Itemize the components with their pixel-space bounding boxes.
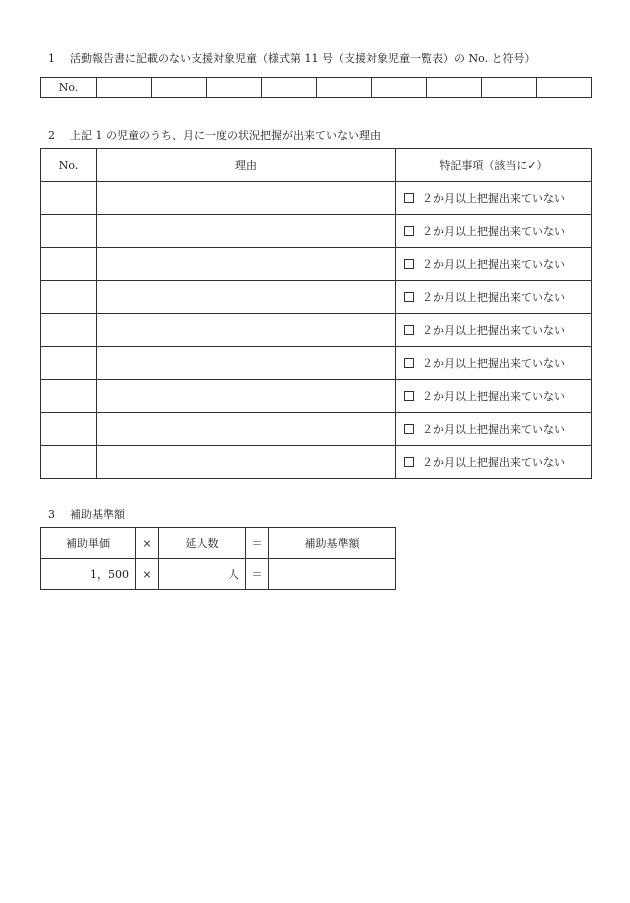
row-note-cell <box>396 413 592 446</box>
row-reason-cell[interactable] <box>97 182 396 215</box>
checkbox[interactable] <box>404 292 414 302</box>
checkmark-icon: ✓ <box>527 159 537 172</box>
row-reason-cell[interactable] <box>97 281 396 314</box>
row-reason-cell[interactable] <box>97 347 396 380</box>
notes-header-label: 特記事項（該当に <box>439 159 528 172</box>
row-note-cell <box>396 347 592 380</box>
section3-heading <box>48 506 125 522</box>
base-amount-input[interactable] <box>269 559 396 590</box>
table-row <box>41 446 592 479</box>
child-no-cell[interactable] <box>317 78 372 98</box>
unit-price-value: 1，500 <box>41 559 136 590</box>
checkbox[interactable] <box>404 358 414 368</box>
section2-title: 上記 1 の児童のうち、月に一度の状況把握が出来ていない理由 <box>70 129 381 142</box>
section2-table <box>40 148 592 479</box>
section1-table <box>40 77 592 98</box>
section3-table <box>40 527 396 590</box>
row-reason-cell[interactable] <box>97 248 396 281</box>
table-row <box>41 380 592 413</box>
equals-symbol: ＝ <box>246 528 269 559</box>
section1-heading <box>48 50 536 66</box>
child-no-cell[interactable] <box>97 78 152 98</box>
row-note-cell <box>396 281 592 314</box>
unit-price-header: 補助単価 <box>41 528 136 559</box>
row-reason-cell[interactable] <box>97 446 396 479</box>
notes-header <box>396 149 592 182</box>
row-note-cell <box>396 446 592 479</box>
row-reason-cell[interactable] <box>97 314 396 347</box>
section1-title: 活動報告書に記載のない支援対象児童（様式第 11 号（支援対象児童一覧表）の No. と符号） <box>70 52 536 65</box>
row-no-cell[interactable] <box>41 248 97 281</box>
no-header: No. <box>41 149 97 182</box>
table-row <box>41 215 592 248</box>
table-header-row <box>41 149 592 182</box>
row-reason-cell[interactable] <box>97 413 396 446</box>
table-row <box>41 347 592 380</box>
checkbox[interactable] <box>404 226 414 236</box>
note-label: ２か月以上把握出来ていない <box>422 390 565 403</box>
row-reason-cell[interactable] <box>97 380 396 413</box>
note-label: ２か月以上把握出来ていない <box>422 357 565 370</box>
row-no-cell[interactable] <box>41 413 97 446</box>
checkbox[interactable] <box>404 424 414 434</box>
table-row <box>41 559 396 590</box>
child-no-cell[interactable] <box>262 78 317 98</box>
note-label: ２か月以上把握出来ていない <box>422 291 565 304</box>
equals-symbol: ＝ <box>246 559 269 590</box>
section1-number: 1 <box>48 52 55 65</box>
reason-header: 理由 <box>97 149 396 182</box>
row-no-cell[interactable] <box>41 314 97 347</box>
section2-heading <box>48 127 381 143</box>
row-note-cell <box>396 215 592 248</box>
row-no-cell[interactable] <box>41 182 97 215</box>
table-row <box>41 413 592 446</box>
section3-title: 補助基準額 <box>70 508 125 521</box>
row-note-cell <box>396 248 592 281</box>
child-no-cell[interactable] <box>427 78 482 98</box>
table-row <box>41 314 592 347</box>
multiply-symbol: × <box>136 528 159 559</box>
row-no-cell[interactable] <box>41 347 97 380</box>
row-no-cell[interactable] <box>41 215 97 248</box>
base-amount-header: 補助基準額 <box>269 528 396 559</box>
child-no-cell[interactable] <box>152 78 207 98</box>
note-label: ２か月以上把握出来ていない <box>422 192 565 205</box>
note-label: ２か月以上把握出来ていない <box>422 423 565 436</box>
section3-number: 3 <box>48 508 55 521</box>
persons-header: 延人数 <box>159 528 246 559</box>
multiply-symbol: × <box>136 559 159 590</box>
no-label-cell: No. <box>41 78 97 98</box>
child-no-cell[interactable] <box>372 78 427 98</box>
note-label: ２か月以上把握出来ていない <box>422 324 565 337</box>
table-row <box>41 281 592 314</box>
row-reason-cell[interactable] <box>97 215 396 248</box>
row-note-cell <box>396 182 592 215</box>
checkbox[interactable] <box>404 457 414 467</box>
section2-number: 2 <box>48 129 55 142</box>
note-label: ２か月以上把握出来ていない <box>422 456 565 469</box>
notes-header-close: ） <box>536 159 548 172</box>
row-note-cell <box>396 380 592 413</box>
checkbox[interactable] <box>404 391 414 401</box>
checkbox[interactable] <box>404 259 414 269</box>
persons-input[interactable]: 人 <box>159 559 246 590</box>
checkbox[interactable] <box>404 325 414 335</box>
row-note-cell <box>396 314 592 347</box>
row-no-cell[interactable] <box>41 281 97 314</box>
checkbox[interactable] <box>404 193 414 203</box>
row-no-cell[interactable] <box>41 446 97 479</box>
table-row <box>41 248 592 281</box>
note-label: ２か月以上把握出来ていない <box>422 225 565 238</box>
table-row <box>41 182 592 215</box>
child-no-cell[interactable] <box>207 78 262 98</box>
child-no-cell[interactable] <box>482 78 537 98</box>
row-no-cell[interactable] <box>41 380 97 413</box>
child-no-cell[interactable] <box>537 78 592 98</box>
table-header-row <box>41 528 396 559</box>
note-label: ２か月以上把握出来ていない <box>422 258 565 271</box>
